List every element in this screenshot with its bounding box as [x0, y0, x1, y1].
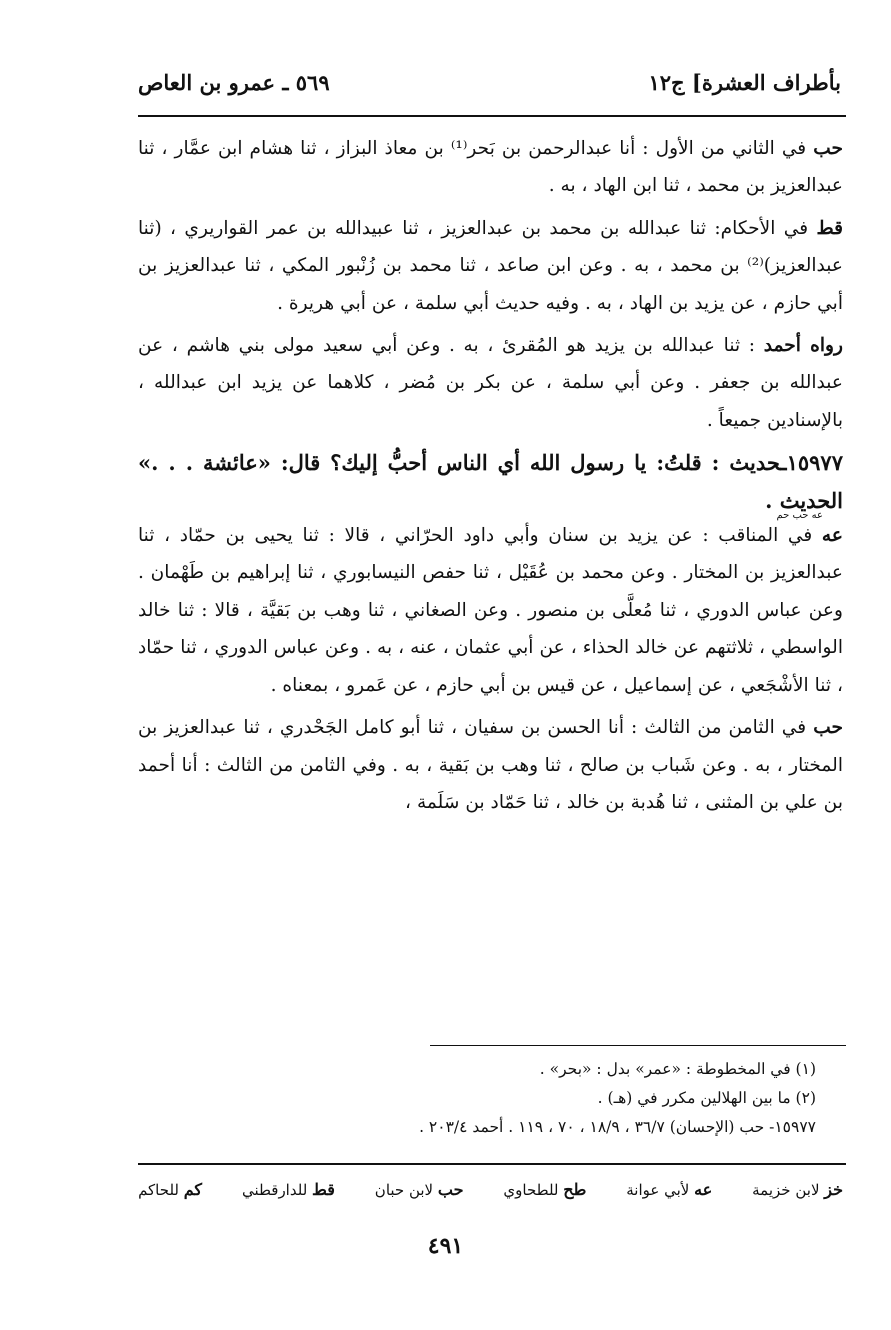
main-text — [138, 130, 843, 821]
paragraph — [138, 709, 843, 821]
paragraph-lead: رواه أحمد — [763, 335, 843, 357]
paragraph — [138, 210, 843, 322]
abbreviation-item: كم للحاكم — [138, 1180, 203, 1199]
footer-rule — [138, 1163, 846, 1165]
abbreviation-item: عه لأبي عوانة — [626, 1180, 713, 1199]
footnotes — [280, 1055, 816, 1142]
footnote: (٢) ما بين الهلالين مكرر في (هـ) . — [597, 1089, 816, 1107]
footnote-rule — [430, 1045, 846, 1046]
paragraph — [138, 517, 843, 704]
paragraph-lead: حب — [813, 717, 843, 739]
paragraph-lead: عه — [821, 525, 843, 547]
paragraph — [138, 130, 843, 205]
hadith-sigla: عه حب حم — [776, 510, 823, 522]
abbreviation-key — [138, 1180, 843, 1208]
hadith-heading — [138, 444, 843, 522]
abbreviation-item: حب لابن حبان — [374, 1180, 464, 1199]
hadith-number: ١٥٩٧٧ — [786, 450, 843, 476]
running-header — [138, 64, 841, 104]
paragraph-text: في المناقب : عن يزيد بن سنان وأبي داود الحرّاني ، قالا : ثنا يحيى بن حمّاد ، ثنا عبدالعزيز بن المختار . وعن محمد بن عُقَيْل ، ثنا حفص النيسابوري ، ثنا إبراهيم بن طَهْمان . وعن عباس الدوري ، ثنا مُعلَّى بن منصور . وعن الصغاني ، ثنا وهب بن بَقيَّة ، قالا : ثنا خالد الواسطي ، ثلاثتهم عن خالد الحذاء ، عن أبي عثمان ، عنه ، به . وعن عباس الدوري ، ثنا حمّاد ، ثنا الأشْجَعي ، عن إسماعيل ، عن قيس بن أبي حازم ، عن عَمرو ، بمعناه . — [138, 525, 843, 696]
abbreviation-item: خز لابن خزيمة — [752, 1180, 843, 1199]
paragraph-text: : ثنا عبدالله بن يزيد هو المُقرئ ، به . وعن أبي سعيد مولى بني هاشم ، عن عبدالله بن جعفر . وعن أبي سلمة ، عن بكر بن مُضر ، كلاهما عن يزيد ابن عبدالله ، بالإسنادين جميعاً . — [138, 335, 843, 431]
page-number: ٤٩١ — [427, 1233, 464, 1259]
paragraph — [138, 327, 843, 439]
footnote: (١) في المخطوطة : «عمر» بدل : «بحر» . — [539, 1060, 816, 1078]
header-book-title: بأطراف العشرة] ج١٢ — [648, 70, 841, 95]
abbreviation-item: طح للطحاوي — [503, 1180, 587, 1199]
paragraph-lead: حب — [813, 138, 843, 159]
header-rule — [138, 115, 846, 117]
hadith-text: ـحديث : قلتُ: يا رسول الله أي الناس أحبُّ إليك؟ قال: «عائشة . . .» الحديث . — [138, 450, 843, 513]
header-chapter-title: ٥٦٩ ـ عمرو بن العاص — [138, 70, 330, 95]
paragraph-text: في الثامن من الثالث : أنا الحسن بن سفيان ، ثنا أبو كامل الجَحْدري ، ثنا عبدالعزيز بن المختار ، به . وعن شَباب بن صالح ، ثنا وهب بن بَقية ، به . وفي الثامن من الثالث : أنا أحمد بن علي بن المثنى ، ثنا هُدبة بن خالد ، ثنا حَمّاد بن سَلَمة ، — [138, 717, 843, 813]
abbreviation-item: قط للدارقطني — [241, 1180, 335, 1199]
paragraph-text: في الأحكام: ثنا عبدالله بن محمد بن عبدالعزيز ، ثنا عبيدالله بن عمر القواريري ، (ثنا عبدالعزيز)⁽²⁾ بن محمد ، به . وعن ابن صاعد ، ثنا محمد بن زُنْبور المكي ، ثنا عبدالعزيز بن أبي حازم ، عن يزيد بن الهاد ، به . وفيه حديث أبي سلمة ، عن أبي هريرة . — [138, 217, 843, 314]
footnote: ١٥٩٧٧- حب (الإحسان) ٣٦/٧ ، ١٨/٩ ، ٧٠ ، ١١٩ . أحمد ٢٠٣/٤ . — [419, 1118, 816, 1136]
paragraph-lead: قط — [816, 217, 843, 239]
paragraph-text: في الثاني من الأول : أنا عبدالرحمن بن بَحر⁽¹⁾ بن معاذ البزاز ، ثنا هشام ابن عمَّار ، ثنا عبدالعزيز بن محمد ، ثنا ابن الهاد ، به . — [138, 138, 843, 197]
